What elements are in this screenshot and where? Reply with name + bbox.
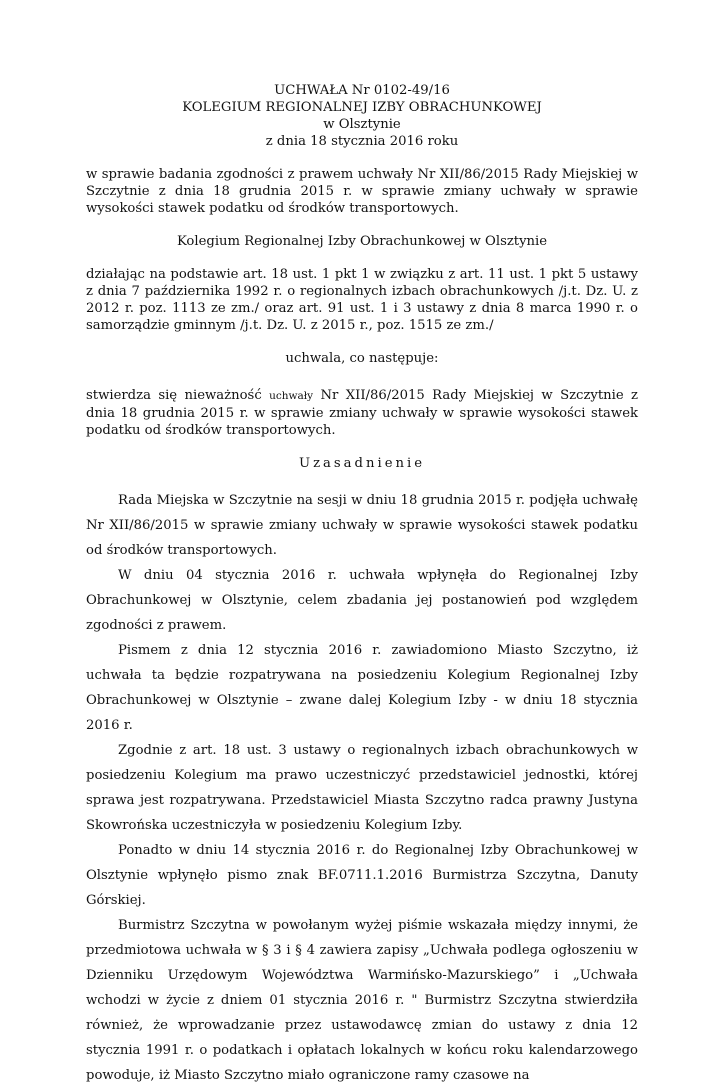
resolution-title bbox=[86, 82, 638, 150]
justification-paragraph-4: Zgodnie z art. 18 ust. 3 ustawy o regionalnych izbach obrachunkowych w posiedzeniu Kolegium ma prawo uczestniczyć przedstawiciel jednostki, której sprawa jest rozpatrywana. Przedstawiciel Miasta Szczytno radca prawny Justyna Skowrońska uczestniczyła w posiedzeniu Kolegium Izby. bbox=[86, 743, 638, 833]
legal-basis: działając na podstawie art. 18 ust. 1 pkt 1 w związku z art. 11 ust. 1 pkt 5 ustawy z dnia 7 października 1992 r. o regionalnych izbach obrachunkowych /j.t. Dz. U. z 2012 r. poz. 1113 ze zm./ oraz art. 91 ust. 1 i 3 ustawy z dnia 8 marca 1990 r. o samorządzie gminnym /j.t. Dz. U. z 2015 r., poz. 1515 ze zm./ bbox=[86, 267, 638, 333]
justification-heading: Uzasadnienie bbox=[298, 456, 426, 471]
decision-paragraph bbox=[86, 387, 638, 439]
title-number: UCHWAŁA Nr 0102-49/16 bbox=[274, 83, 450, 98]
decision-text-start: stwierdza się nieważność bbox=[86, 388, 270, 403]
justification-paragraph-3: Pismem z dnia 12 stycznia 2016 r. zawiadomiono Miasto Szczytno, iż uchwała ta będzie rozpatrywana na posiedzeniu Kolegium Regionalnej Izby Obrachunkowej w Olsztynie – zwane dalej Kolegium Izby - w dniu 18 stycznia 2016 r. bbox=[86, 643, 638, 733]
title-date: z dnia 18 stycznia 2016 roku bbox=[265, 134, 459, 149]
justification-paragraph-6: Burmistrz Szczytna w powołanym wyżej piśmie wskazała między innymi, że przedmiotowa uchwała w § 3 i § 4 zawiera zapisy „Uchwała podlega ogłoszeniu w Dzienniku Urzędowym Województwa Warmińsko-Mazurskiego” i „Uchwała wchodzi w życie z dniem 01 stycznia 2016 r. " Burmistrz Szczytna stwierdziła również, że wprowadzanie przez ustawodawcę zmian do ustawy z dnia 12 stycznia 1991 r. o podatkach i opłatach lokalnych w końcu roku kalendarzowego powoduje, iż Miasto Szczytno miało ograniczone ramy czasowe na bbox=[86, 918, 638, 1083]
issuer-line: Kolegium Regionalnej Izby Obrachunkowej w Olsztynie bbox=[176, 234, 548, 249]
title-issuer: KOLEGIUM REGIONALNEJ IZBY OBRACHUNKOWEJ bbox=[182, 100, 542, 115]
resolution-subject: w sprawie badania zgodności z prawem uchwały Nr XII/86/2015 Rady Miejskiej w Szczytnie z dnia 18 grudnia 2015 r. w sprawie zmiany uchwały w sprawie wysokości stawek podatku od środków transportowych. bbox=[86, 167, 638, 216]
title-location: w Olsztynie bbox=[323, 117, 401, 132]
decision-text-end: Nr XII/86/2015 Rady Miejskiej w Szczytnie z dnia 18 grudnia 2015 r. w sprawie zmiany uchwały w sprawie wysokości stawek podatku od środków transportowych. bbox=[86, 388, 638, 438]
justification-paragraph-1: Rada Miejska w Szczytnie na sesji w dniu 18 grudnia 2015 r. podjęła uchwałę Nr XII/86/2015 w sprawie zmiany uchwały w sprawie wysokości stawek podatku od środków transportowych. bbox=[86, 493, 638, 558]
justification-paragraph-2: W dniu 04 stycznia 2016 r. uchwała wpłynęła do Regionalnej Izby Obrachunkowej w Olsztynie, celem zbadania jej postanowień pod względem zgodności z prawem. bbox=[86, 568, 638, 633]
justification-paragraph-5: Ponadto w dniu 14 stycznia 2016 r. do Regionalnej Izby Obrachunkowej w Olsztynie wpłynęło pismo znak BF.0711.1.2016 Burmistrza Szczytna, Danuty Górskiej. bbox=[86, 843, 638, 908]
decision-small-word: uchwały bbox=[269, 390, 314, 402]
resolves-line: uchwala, co następuje: bbox=[285, 351, 439, 366]
